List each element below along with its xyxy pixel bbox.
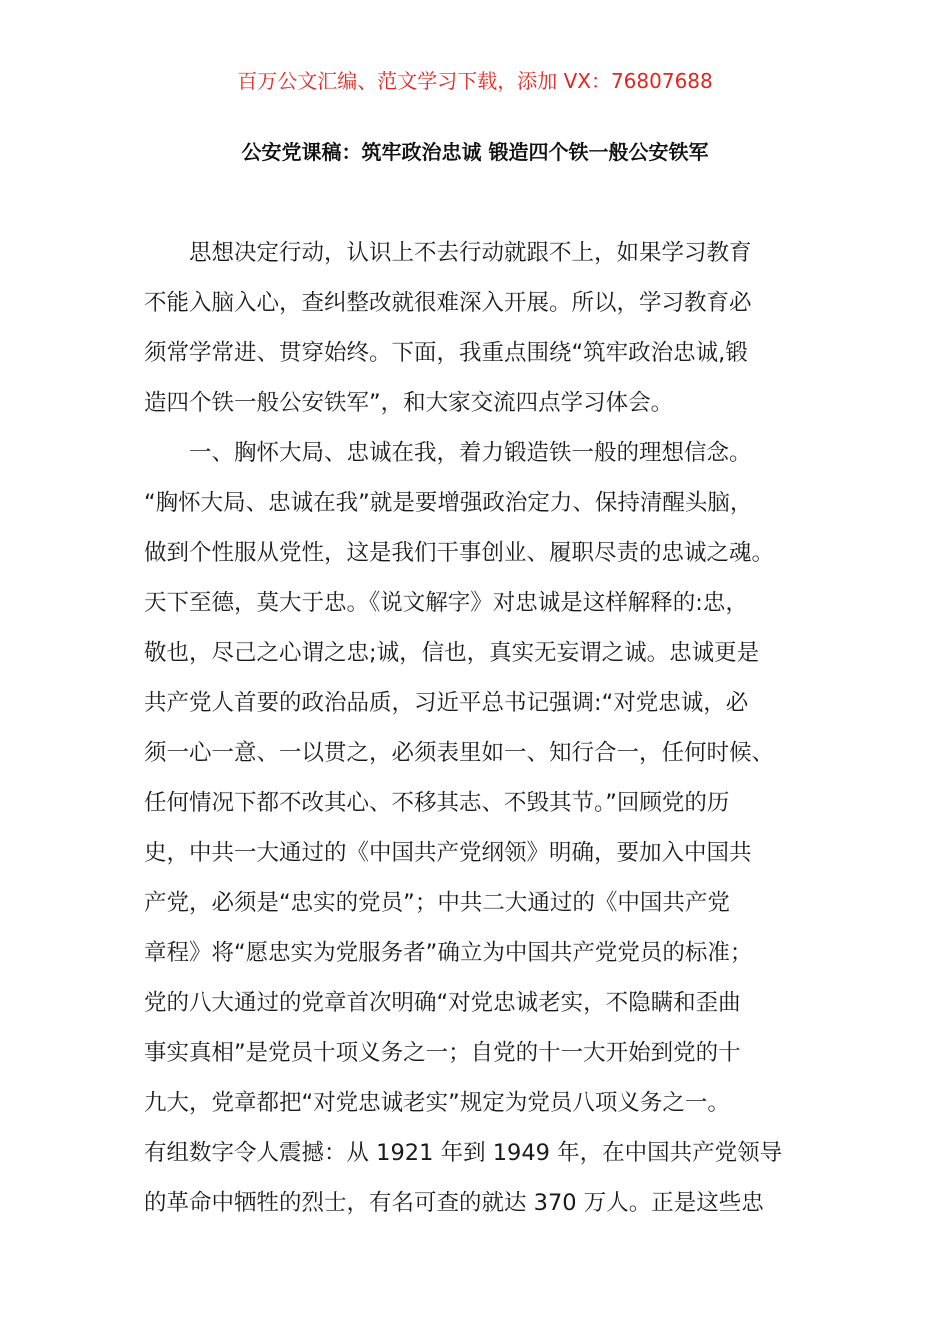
body-line: 任何情况下都不改其心、不移其志、不毁其节。”回顾党的历 (144, 790, 730, 816)
body-line: 党的八大通过的党章首次明确“对党忠诚老实，不隐瞒和歪曲 (144, 990, 741, 1016)
body-line: 一、胸怀大局、忠诚在我，着力锻造铁一般的理想信念。 (144, 440, 752, 466)
body-line: 须常学常进、贯穿始终。下面，我重点围绕“筑牢政治忠诚,锻 (144, 340, 748, 366)
body-line: 思想决定行动，认识上不去行动就跟不上，如果学习教育 (144, 240, 752, 266)
body-line: 造四个铁一般公安铁军”，和大家交流四点学习体会。 (144, 390, 674, 416)
body-line: 史，中共一大通过的《中国共产党纲领》明确，要加入中国共 (144, 840, 752, 866)
document-title: 公安党课稿：筑牢政治忠诚 锻造四个铁一般公安铁军 (241, 140, 709, 164)
body-line: 事实真相”是党员十项义务之一；自党的十一大开始到党的十 (144, 1040, 741, 1066)
body-line: 的革命中牺牲的烈士，有名可查的就达 370 万人。正是这些忠 (144, 1190, 764, 1216)
body-line: 须一心一意、一以贯之，必须表里如一、知行合一，任何时候、 (144, 740, 775, 766)
body-line: “胸怀大局、忠诚在我”就是要增强政治定力、保持清醒头脑， (144, 490, 753, 516)
watermark-header: 百万公文汇编、范文学习下载，添加 VX：76807688 (237, 69, 713, 93)
body-line: 九大，党章都把“对党忠诚老实”规定为党员八项义务之一。 (144, 1090, 730, 1116)
body-line: 共产党人首要的政治品质，习近平总书记强调:“对党忠诚，必 (144, 690, 749, 716)
body-line: 章程》将“愿忠实为党服务者”确立为中国共产党党员的标准； (144, 940, 753, 966)
body-line: 有组数字令人震撼：从 1921 年到 1949 年，在中国共产党领导 (144, 1140, 783, 1166)
document-body (144, 228, 834, 1228)
body-line: 做到个性服从党性，这是我们干事创业、履职尽责的忠诚之魂。 (144, 540, 775, 566)
body-line: 敬也，尽己之心谓之忠;诚，信也，真实无妄谓之诚。忠诚更是 (144, 640, 760, 666)
body-line: 产党，必须是“忠实的党员”；中共二大通过的《中国共产党 (144, 890, 730, 916)
body-line: 不能入脑入心，查纠整改就很难深入开展。所以，学习教育必 (144, 290, 752, 316)
body-line: 天下至德，莫大于忠。《说文解字》对忠诚是这样解释的:忠， (144, 590, 748, 616)
